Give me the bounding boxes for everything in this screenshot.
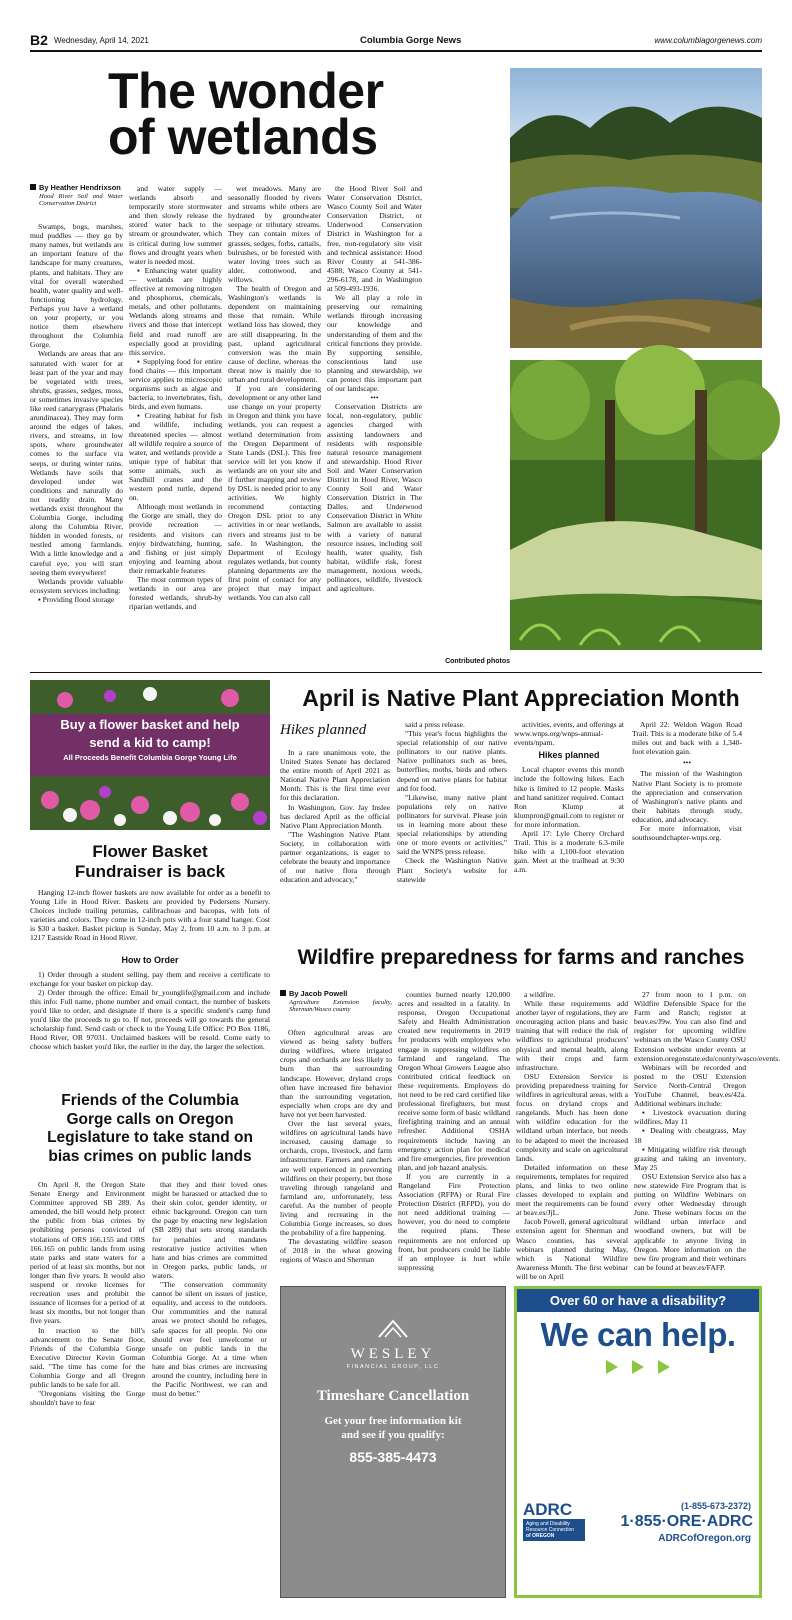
native-kicker: Hikes planned [280,722,367,738]
paragraph: The most common types of wetlands in our area are forested wetlands, shrub-by riparian wetlands, and [129,575,222,612]
friends-headline-line1: Friends of the Columbia [61,1092,239,1109]
adrc-logo [523,1501,585,1541]
paragraph: 1) Order through a student selling, pay them and receive a certificate to exchange for your basket on pickup day. [30,969,270,988]
wildfire-byline: By Jacob Powell [280,990,392,999]
paragraph: If you are considering development or any other land use change on your property in Oregon and think you have wetlands, you can request a wetland determination from the Oregon Department of State Lands (DSL). This free service will let you know if wetlands are on your site and if further mapping and review by DSL is needed prior to any activities. We highly recommend contacting Oregon DSL prior to any activities in or near wetlands, rivers and streams just to be safe. In Washington, the Department of Ecology regulates wetlands, but county planning departments are the first point of contact for any project that may impact wetlands. You can also call [228,384,321,603]
wetlands-byrole: Hood River Soil and Water Conservation District [39,192,123,208]
adrc-arrows [517,1360,759,1379]
friends-headline-line4: bias crimes on public lands [48,1147,252,1165]
paragraph: "The conservation community cannot be silent on issues of justice, equality, and access to the outdoors. Our communities and the natural areas we protect should be refuges, safe spaces for all people. No one should ever feel unwelcome or unsafe on public lands in the Columbia Gorge. At a time when hate and bias crimes are increasing around the country, including here in the Pacific Northwest, we can and must do better." [152,1280,267,1399]
wetland-photo-pond [510,68,762,348]
friends-col-2 [152,1180,267,1586]
arrow-right-icon [632,1360,644,1374]
flower-ad-line1: Buy a flower basket and help [60,717,240,732]
paragraph: 27 from noon to 1 p.m. on Wildfire Defensible Space for the Farm and Ranch; register at beav.es/J9w. You can also find and register for upcoming wildfire webinars on the Wasco County OSU Extension website under events at extension.oregonstate.edu/county/wasco/events. [634,990,781,1063]
wesley-phone[interactable]: 855-385-4473 [349,1449,437,1465]
paragraph: ▪ Enhancing water quality — wetlands are highly effective at removing nitrogen and phosphorus, chemicals, metals, and other pollutants. Wetlands along streams and rivers and those that intercept field and road runoff are especially good at providing this service. [129,265,222,357]
paper-name: Columbia Gorge News [360,35,462,46]
wetlands-headline [108,63,508,165]
paragraph: Jacob Powell, general agricultural extension agent for Sherman and Wasco counties, has several webinars planned during May, which is National Wildfire Awareness Month. The first webinar will be on April [516,1217,628,1281]
friends-headline-line3: Legislature to take stand on [47,1129,253,1146]
paragraph: counties burned nearly 120,000 acres and resulted in a fatality. In response, Oregon Occupational Safety and Health Administration created new requirements in 2019 for producers with employees who engage in suppressing wildfires on farmland and rangeland. The Oregon Wheat Growers League also contributed critical feedback on these requirements. Employees do not need to be red card certified like professional firefighters, but must receive some form of basic wildland firefighting training and an annual refresher. Additional OSHA requirements include having an emergency action plan for medical and fire emergencies, fire prevention plan, and job hazard analysis. [398,990,510,1172]
paragraph: April 17: Lyle Cherry Orchard Trail. This is a moderate 6.3-mile hike with a 1,100-foot elevation gain. Meet at the trailhead at 9:30 a.m. [514,829,624,875]
paragraph: Webinars will be recorded and posted to the OSU Extension Service North-Central Oregon YouTube Channel, beav.es/42a. Additional webinars include: [634,1062,746,1109]
paragraph: wet meadows. Many are seasonally flooded by rivers and streams while others are hydrated by groundwater seepage or tributary streams. They can contain mixes of grasses, sedges, forbs, cattails, bulrushes, or be forested with water loving trees such as alder, cottonwood, and willows. [228,184,321,284]
hikes-planned-subhead: Hikes planned [538,750,600,761]
list-item: ▪ Mitigating wildfire risk through grazing and taking an inventory, May 25 [634,1144,746,1172]
wetlands-col-4 [327,184,422,658]
how-to-order-subhead: How to Order [121,954,179,965]
wildfire-col-1 [280,990,392,1280]
wetlands-col-3 [228,184,321,668]
wildfire-byrole: Agriculture Extension faculty, Sherman/Wasco county [289,998,392,1014]
paragraph: OSU Extension Service is providing preparedness training for wildfires in agricultural areas, with a focus on dryland crops and rangelands. Much has been done with wildfire education for the wildland urban interface, but needs to be adapted to meet the increased complexity and scale on agricultural lands. [516,1071,628,1163]
paragraph: The health of Oregon and Washington's wetlands is dependent on maintaining those that remain. While wetland loss has slowed, they are still disappearing. In the past, upland agricultural conversion was the main cause of decline, whereas the threat now is mainly due to urban and rural development. [228,284,321,384]
paragraph: Swamps, bogs, marshes, mud puddles — they go by many names, but wetlands are an important feature of the landscape for many creatures, plants, and habitats. They are vital for overall watershed health, water quality and well-functioning hydrology. Perhaps you have a wetland on your property, or you notice them elsewhere throughout the Columbia Gorge. [30,222,123,350]
wildfire-headline: Wildfire preparedness for farms and ranches [297,946,745,969]
paragraph: activities, events, and offerings at www.wnps.org/wnps-annual-events/npam. [514,720,624,748]
friends-headline-line2: Gorge calls on Oregon [66,1110,234,1128]
paragraph: For more information, visit southsoundchapter-wnps.org. [632,824,742,843]
paragraph: "Likewise, many native plant populations rely on native pollinators for survival. Please join us in learning more about these special relationships by attending one or more events or activities," said the WNPS press release. [397,792,507,857]
wetland-photo-forest [510,360,762,650]
flower-headline [30,842,270,882]
list-item: ▪ Dealing with cheatgrass, May 18 [634,1126,746,1145]
adrc-main: We can help. [540,1316,736,1353]
wetlands-col-1 [30,184,123,668]
section-dots: ••• [683,758,691,768]
byline-square-icon [30,184,36,190]
wesley-line1: Get your free information kit [324,1415,462,1427]
paragraph: "Oregonians visiting the Gorge shouldn't have to fear [30,1389,145,1408]
adrc-ad[interactable] [514,1286,762,1598]
adrc-logo-sub3: of OREGON [526,1533,555,1539]
adrc-phone-small[interactable]: (1-855-673-2372) [680,1501,751,1511]
paragraph: Check the Washington Native Plant Society's website for statewide [397,856,507,884]
paragraph: While these requirements add another layer of regulations, they are encouraging action plans and basic training that will reduce the risk of wildfires to agricultural producers' physical and mental health, along with their crops and farm infrastructure. [516,999,628,1072]
native-col-4 [632,720,742,942]
adrc-logo-sub1: Aging and Disability [526,1521,570,1527]
wetlands-headline-line2: of wetlands [108,109,378,165]
wetlands-headline-line1: The wonder [108,63,384,119]
paragraph: said a press release. [405,720,465,729]
list-item: ▪ Livestock evacuation during wildfires, May 11 [634,1108,746,1127]
paragraph: Wetlands provide valuable ecosystem services including: [30,576,123,595]
native-col-1 [280,748,390,944]
paragraph: Although most wetlands in the Gorge are small, they do provide recreation — residents and visitors can enjoy birdwatching, hunting, and fishing or just simply enjoying and learning about their remarkable features [129,502,222,575]
paragraph: Over the last several years, wildfires on agricultural lands have increased, causing damage to orchards, crops, livestock, and farm infrastructure. Farmers and ranchers are well experienced in preventing wildfires on their property, but those traveling through rangeland and farmland are, unfortunately, less careful. As the number of people living and recreating in the Columbia Gorge increases, so does the probability of a fire happening. [280,1119,392,1238]
flower-body [30,888,270,1088]
photo-credit: Contributed photos [445,658,510,665]
paragraph: OSU Extension Service also has a new statewide Fire Program that is putting on Wildfire Webinars on every other Wednesday through June. These webinars focus on the wildland urban interface and woodland owners, but will be applicable to anyone living in Oregon. More information on the new fire program and their webinars can be found at beav.es/FAFP. [634,1171,746,1272]
adrc-logo-sub2: Resource Connection [526,1527,575,1533]
adrc-web[interactable]: ADRCofOregon.org [658,1533,751,1544]
paragraph: Often agricultural areas are viewed as being safety buffers during wildfires, where irrigated crops and orchards are less likely to burn than the surrounding landscape. However, dryland crops often have increased fire behavior than the surrounding vegetation, especially when crops are dry and have not yet been harvested. [280,1028,392,1119]
paragraph: a wildfire. [524,990,556,999]
section-dots: ••• [370,393,379,403]
paragraph: Detailed information on these requirements, templates for required plans, and links to two online classes developed to explain and meet the requirements can be found at beav.es/JjL. [516,1162,628,1218]
flower-ad-line3: All Proceeds Benefit Columbia Gorge Young Life [63,753,237,762]
paragraph: ▪ Supplying food for entire food chains — this important service applies to microscopic organisms such as algae and bacteria, to invertebrates, fish, birds, and even humans. [129,356,222,412]
paragraph: April 22: Weldon Wagon Road Trail. This is a moderate hike of 5.4 miles out and back with a 1,340-foot elevation gain. [632,720,742,757]
paragraph: On April 8, the Oregon State Senate Energy and Environment Committee approved SB 289. As amended, the bill would help protect the public from bias crimes by prohibiting persons convicted of violations of ORS 166.155 and ORS 166.165 on public lands from using state parks and state waters for a period of at least six months, but not longer than five years. It would also suspend or revoke licenses for recreation uses and prohibit the issuance of licenses for a period of at least six months, but not longer than five years. [30,1180,145,1326]
masthead [30,32,762,50]
flower-headline-line2: Fundraiser is back [74,862,226,881]
native-col-2 [397,720,507,942]
paragraph: In Washington, Gov. Jay Inslee has declared April as the official Native Plant Appreciation Month. [280,802,390,830]
paragraph: "This year's focus highlights the special relationship of our native pollinators to our native plants. Native pollinators such as bees, butterflies, moths, birds and others depend on native plants for habitat and for food. [397,729,507,793]
paragraph: ▪ Creating habitat for fish and wildlife, including threatened species — almost all wildlife require a source of water, and wetlands provide a unique type of habitat that some animals, such as Sandhill cranes and the western pond turtle, depend on. [129,411,222,503]
paragraph: Hanging 12-inch flower baskets are now available for order as a benefit to Young Life in Hood River. Baskets are provided by Pedersens Nursery. Choices include trailing petunias, calibrachoas and bacopas, with lots of varieties and colors. They come in 12-inch pots with a four stand hanger. Cost is $30 a basket. Basket pickup is Sunday, May 2, from 10 a.m. to 3 p.m. at 1217 Eastside Road in Hood River. [30,888,270,943]
issue-date: Wednesday, April 14, 2021 [54,36,149,45]
paragraph: We all play a role in preserving our remaining wetlands through increasing our knowledge and understanding of them and the critical functions they provide. By supporting sensible, conscientious land use planning and stewardship, we can protect this important part of our landscape. [327,293,422,394]
paragraph: that they and their loved ones might be harassed or attacked due to their skin color, gender identity, or ethnic background. Oregon can turn the page by enacting new legislation (SB 289) that sets strong standards for penalties and mandates restorative justice activities when hate and bias crimes are committed in Oregon parks, public lands, or waters. [152,1180,267,1280]
paragraph: The mission of the Washington Native Plant Society is to promote the appreciation and conservation of Washington's native plants and their habitats through study, education, and advocacy. [632,769,742,824]
paragraph: "The Washington Native Plant Society, in collaboration with partner organizations, is eager to celebrate the beauty and importance of our native flora through education and advocacy," [280,829,390,885]
paragraph: Wetlands are areas that are saturated with water for at least part of the year and may be vegetated with trees, shrubs, grasses, sedges, moss, or sometimes invasive species like reed canarygrass (Phalaris arundinacea). They may form around the edges of lakes, rivers, and streams, in low spots, where groundwater comes to the surface via seeps, or during winter rains. Wetlands have soils that developed under wet conditions and naturally do not readily drain. Many wetlands exist throughout the Columbia Gorge, including along the Columbia River, hidden in wooded forests, or nestled among farmlands. With a little knowledge and a careful eye, you will start seeing them everywhere! [30,349,123,577]
paper-url[interactable]: www.columbiagorgenews.com [654,36,762,45]
masthead-rule [30,50,762,52]
native-col-3 [514,720,624,942]
wesley-brand-sub: FINANCIAL GROUP, LLC [346,1364,440,1370]
wesley-logo-icon [373,1317,413,1339]
paragraph: Local chapter events this month include the following hikes. Each hike is limited to 12 people. Masks and hand sanitizer required. Contact Ron Klump at klumpron@gmail.com to register or for more information. [514,765,624,829]
wesley-headline: Timeshare Cancellation [316,1388,470,1404]
wildfire-col-3 [516,990,628,1280]
wetlands-byline: By Heather Hendrixson [30,184,123,193]
paragraph: ▪ Providing flood storage [38,594,115,604]
paragraph: In a rare unanimous vote, the United States Senate has declared the entire month of April 2021 as National Native Plant Appreciation Month. This is the first time ever for this declaration. [280,748,390,803]
flower-ad-text [30,716,270,764]
wesley-ad[interactable] [280,1286,506,1598]
wildfire-col-4 [634,990,781,1272]
friends-col-1 [30,1180,145,1586]
wesley-brand: WESLEY [350,1346,436,1362]
paragraph: and water supply — wetlands absorb and temporarily store stormwater and then slowly release the stored water back to the stream or groundwater, which is critical during low summer flows and drought years when water is needed most. [129,184,222,266]
paragraph: 2) Order through the office: Email hr_younglife@gmail.com and include this info: Full name, phone number and email contact, the number of baskets you'd like to order, and designate if there is a specific student's camp fund you'd like the proceeds to go to. If not, proceeds will go towards the general scholarship fund. Send cash or check to the Young Life Office: PO Box 1186, Hood River, OR 97031. Unclaimed baskets will be resold. Come early to choose which basket you'd like, the earlier in the day, the larger the selection. [30,987,270,1052]
arrow-right-icon [658,1360,670,1374]
paragraph: The devastating wildfire season of 2018 in the wheat growing regions of Wasco and Sherman [280,1237,392,1265]
wesley-line2: and see if you qualify: [341,1429,445,1441]
paragraph: Conservation Districts are local, non-regulatory, public agencies charged with assisting landowners and residents with responsible natural resource management and stewardship. Hood River Soil and Water Conservation District in Hood River, Wasco County Soil and Water Conservation District in The Dalles, and Underwood Conservation District in White Salmon are available to assist with a variety of natural resource issues, including soil health, water quality, fish habitat, wildlife risk, forest management, noxious weeds, pollinators, wildlife, livestock and agriculture. [327,402,422,594]
byline-square-icon [280,990,286,996]
flower-ad-line2: send a kid to camp! [89,735,211,750]
native-headline: April is Native Plant Appreciation Month [302,685,740,711]
wetlands-col-2 [129,184,222,668]
adrc-phone-big[interactable]: 1·855·ORE·ADRC [620,1513,753,1530]
adrc-top-banner: Over 60 or have a disability? [517,1289,759,1312]
paragraph: If you are currently in a Rangeland Fire Protection Association (RFPA) or Rural Fire Protection District (RFPD), you do not need additional training — however, you do need to complete the required plans. These requirements are not enforced up front, but producers could be liable if an employee is hurt while suppressing [398,1171,510,1272]
arrow-right-icon [606,1360,618,1374]
wildfire-col-2 [398,990,510,1280]
paragraph: In reaction to the bill's advancement to the Senate floor, Friends of the Columbia Gorge Executive Director Kevin Gorman said, "The time has come for the Columbia Gorge and all Oregon public lands to be safe for all. [30,1325,145,1390]
paragraph: the Hood River Soil and Water Conservation District, Wasco County Soil and Water Conservation District, or Underwood Conservation District in Washington for a free, non-regulatory site visit and technical assistance: Hood River County at 541-386-4588, Wasco County at 541-296-6178, and in Washington at 509-493-1936. [327,184,422,294]
flower-headline-line1: Flower Basket [92,842,208,861]
page-number: B2 [30,32,48,48]
adrc-logo-text: ADRC [523,1500,573,1519]
section-rule-1 [30,672,762,673]
friends-headline [30,1092,270,1166]
